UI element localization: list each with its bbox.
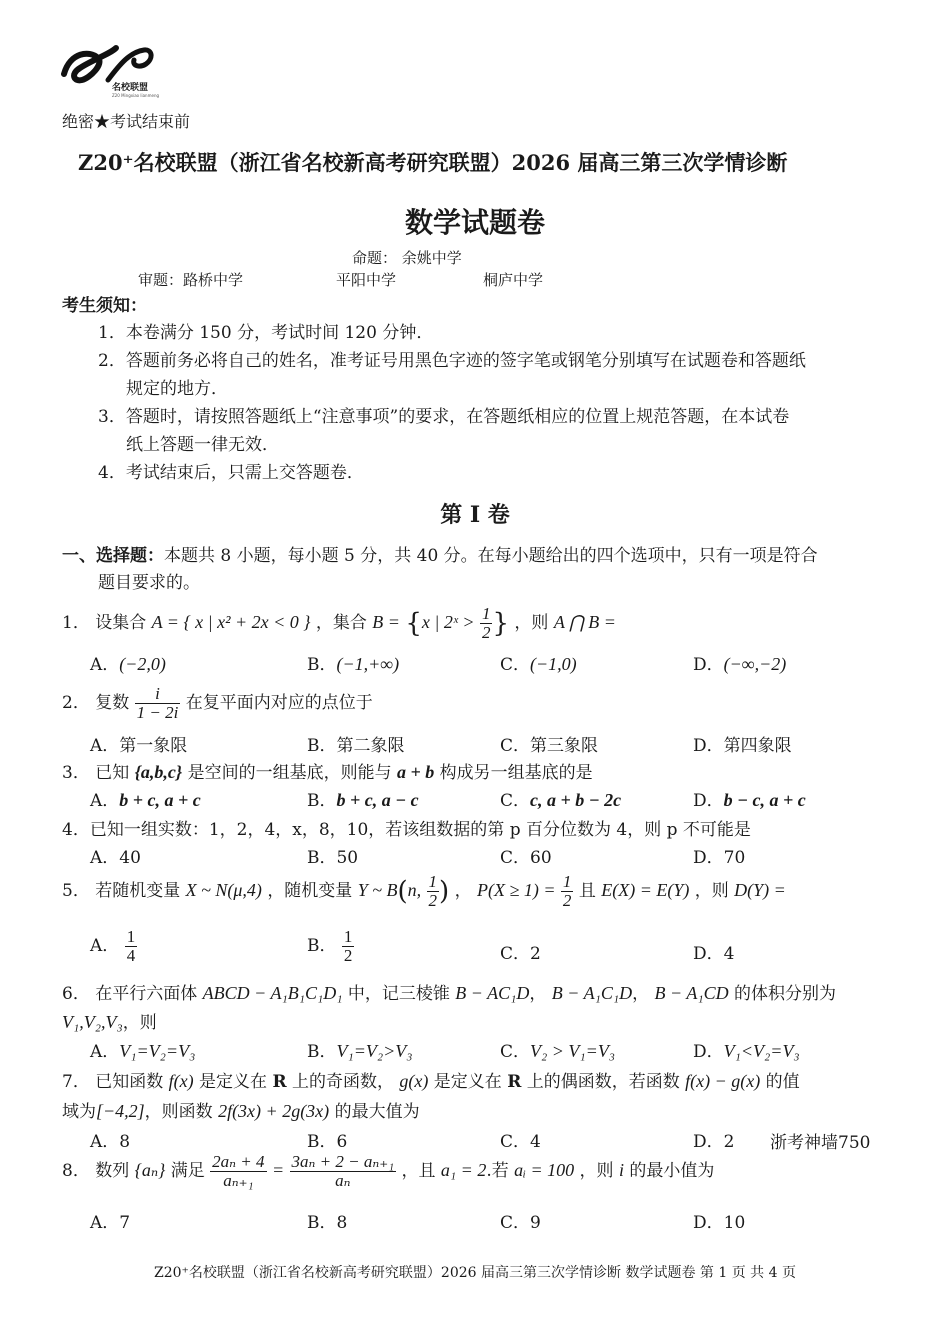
q1-opt-a-label: A． [90, 655, 120, 675]
q3-opt-a-value: b + c, a + c [119, 790, 201, 810]
q7-reals-1: R [272, 1072, 287, 1092]
q3-a-plus-b: a + b [396, 762, 435, 782]
q5-number: 5． [62, 880, 90, 901]
q7-text-5: 上的偶函数，若函数 [526, 1072, 680, 1092]
q5-text-1: 若随机变量 [95, 880, 181, 901]
q8-option-c[interactable]: C．9 [500, 1213, 541, 1233]
q8-text-5: ，则 [579, 1160, 614, 1181]
q1-option-b[interactable] [307, 650, 399, 675]
q6-opt-c-label: C． [500, 1042, 531, 1062]
q2-text-2: 在复平面内对应的点位于 [185, 692, 373, 713]
q1-opt-b-value: (−1,+∞) [336, 654, 400, 674]
q5-option-c[interactable]: C．2 [500, 944, 541, 964]
q7-line2-a: 域为 [62, 1102, 96, 1122]
q7-range: [−4,2] [96, 1101, 145, 1121]
reviewer-2: 平阳中学 [336, 271, 397, 289]
q8-ai: aᵢ = 100 [514, 1159, 575, 1180]
logo-subcaption: Z20 Mingxiao lianmeng [112, 93, 160, 98]
q5-text-2: ，随机变量 [267, 880, 353, 901]
q1-ask: A ⋂ B = [553, 611, 616, 632]
q5-text-3: ， [454, 880, 472, 901]
q6-opt-b-value: V₁=V₂>V₃ [336, 1041, 413, 1061]
reviewer-1: 审题：路桥中学 [138, 271, 244, 289]
q8-text-1: 数列 [95, 1160, 130, 1181]
q7-text-6: 的值 [765, 1072, 800, 1092]
q8-number: 8． [62, 1160, 90, 1181]
logo-caption: 名校联盟 [112, 83, 149, 93]
q8-i: i [618, 1159, 624, 1180]
question-6 [62, 979, 836, 1004]
q3-opt-b-value: b + c, a − c [336, 790, 419, 810]
notice-item-4: 4．考试结束后，只需上交答题卷． [98, 463, 364, 483]
q2-number: 2． [62, 692, 90, 713]
q6-opt-d-label: D． [693, 1042, 724, 1062]
question-7 [62, 1067, 800, 1092]
q3-option-b[interactable] [307, 786, 419, 811]
q5-opt-b-label: B． [307, 935, 337, 956]
q7-g: g(x) [399, 1071, 429, 1091]
q1-option-c[interactable] [500, 650, 577, 675]
q8-rhs-den: aₙ [335, 1170, 351, 1190]
q8-a1: a₁ = 2 [440, 1159, 487, 1180]
q1-opt-b-label: B． [307, 655, 337, 675]
question-2 [62, 685, 373, 722]
q1-fraction [480, 605, 493, 642]
q6-opt-a-value: V₁=V₂=V₃ [119, 1041, 196, 1061]
q8-text-2: 满足 [170, 1160, 205, 1181]
q3-opt-c-value: c, a + b − 2c [530, 790, 622, 810]
paper-title: 数学试题卷 [404, 206, 545, 239]
q1-option-a[interactable] [90, 650, 166, 675]
page-footer: Z20⁺名校联盟（浙江省名校新高考研究联盟）2026 届高三第三次学情诊断 数学试题卷 第 1 页 共 4 页 [154, 1265, 796, 1281]
q1-text-3: ，则 [514, 612, 549, 633]
q7-reals-2: R [507, 1072, 522, 1092]
q5-y-dist-n: n, [407, 879, 422, 900]
q6-opt-c-value: V₂ > V₁=V₃ [530, 1041, 616, 1061]
confidential-label: 绝密★考试结束前 [62, 112, 191, 131]
q1-fraction-num: 1 [481, 604, 491, 623]
q4-option-c[interactable]: C．60 [500, 848, 552, 868]
q5-opt-a-den: 4 [126, 945, 136, 965]
q5-prob-fraction-den: 2 [562, 890, 572, 910]
q6-tetra-2: B − A₁C₁D [551, 983, 633, 1003]
question-7-cont [62, 1097, 420, 1122]
q3-option-d[interactable] [693, 786, 806, 811]
q7-text-3: 上的奇函数， [291, 1072, 394, 1092]
q5-prob-fraction-num: 1 [562, 872, 572, 891]
q3-number: 3． [62, 763, 90, 783]
q5-expectation: E(X) = E(Y) [601, 879, 690, 900]
q3-text-3: 构成另一组基底的是 [439, 763, 593, 783]
q8-rhs-fraction [290, 1153, 397, 1190]
q1-opt-d-label: D． [693, 655, 724, 675]
q5-y-dist-prefix: Y ~ B [357, 879, 398, 900]
q3-opt-b-label: B． [307, 791, 337, 811]
q8-lhs-num: 2aₙ + 4 [212, 1152, 265, 1171]
q7-number: 7． [62, 1072, 90, 1092]
section-text-1: 本题共 8 小题，每小题 5 分，共 40 分。在每小题给出的四个选项中，只有一项是符合 [164, 546, 818, 566]
q5-opt-a-label: A． [90, 935, 120, 956]
notice-heading: 考生须知： [62, 296, 147, 316]
q7-line2-b: ，则函数 [144, 1102, 213, 1122]
proposer: 命题： 余姚中学 [352, 249, 462, 267]
q1-option-d[interactable] [693, 650, 786, 675]
q7-f: f(x) [168, 1071, 194, 1091]
q5-y-fraction [427, 873, 440, 910]
question-4 [62, 815, 751, 840]
q5-opt-b-den: 2 [343, 945, 353, 965]
q5-opt-a-fraction [125, 928, 138, 965]
q8-lhs-fraction [210, 1153, 266, 1190]
q6-opt-a-label: A． [90, 1042, 120, 1062]
q6-option-b[interactable] [307, 1037, 413, 1062]
q1-opt-d-value: (−∞,−2) [723, 654, 787, 674]
q5-probability: P(X ≥ 1) = [477, 879, 556, 900]
q6-option-d[interactable] [693, 1037, 800, 1062]
q8-rhs-num: 3aₙ + 2 − aₙ₊₁ [291, 1152, 395, 1171]
reviewer-3: 桐庐中学 [483, 271, 544, 289]
section-intro [62, 541, 818, 566]
q3-option-a[interactable] [90, 786, 201, 811]
q1-fraction-den: 2 [481, 622, 491, 642]
q1-number: 1． [62, 612, 90, 633]
q3-opt-d-value: b − c, a + c [723, 790, 806, 810]
question-6-cont [62, 1008, 157, 1033]
q3-option-c[interactable] [500, 786, 621, 811]
volume-title: 第 I 卷 [440, 502, 510, 528]
q8-option-a[interactable]: A．7 [90, 1213, 131, 1233]
q4-option-d[interactable]: D．70 [693, 848, 746, 868]
q3-opt-c-label: C． [500, 791, 531, 811]
q6-sep-1: ， [529, 984, 547, 1004]
q5-prob-fraction [561, 873, 574, 910]
q8-sequence: {aₙ} [134, 1159, 166, 1180]
question-1: 1． 设集合 A = { x | x² + 2x < 0 } ，集合 B = {x | 2ˣ > $\frac{1}{2}$ } ，则 A ⋂ B = [62, 604, 616, 642]
q5-ask: D(Y) = [734, 879, 786, 900]
q8-option-b[interactable]: B．8 [307, 1213, 348, 1233]
q8-lhs-den: aₙ₊₁ [223, 1170, 254, 1190]
q5-y-fraction-den: 2 [428, 890, 438, 910]
q6-volumes: V₁,V₂,V₃ [62, 1012, 123, 1032]
q7-option-c[interactable]: C．4 [500, 1132, 541, 1152]
q7-text-4: 是定义在 [433, 1072, 502, 1092]
q1-set-b-body: x | 2ˣ > [421, 611, 475, 632]
notice-item-1: 1．本卷满分 150 分，考试时间 120 分钟． [98, 323, 434, 343]
q2-fraction-num: i [135, 685, 181, 704]
notice-item-2-cont: 规定的地方． [126, 379, 228, 399]
notice-item-2: 2．答题前务必将自己的姓名，准考证号用黑色字迹的签字笔或钢笔分别填写在试题卷和答题纸 [98, 351, 806, 371]
q3-text-1: 已知 [95, 763, 130, 783]
q3-opt-d-label: D． [693, 791, 724, 811]
q6-text-3: 的体积分别为 [734, 984, 837, 1004]
q5-opt-b-fraction [342, 928, 355, 965]
question-5: 5． 若随机变量 X ~ N(μ,4) ，随机变量 Y ~ B(n, $\frac{1}{2}$ ) ， P(X ≥ 1) = $\frac{1}{2}$ 且 E(X) = E(Y) ，则 D(Y) = [62, 872, 786, 910]
q6-text-2: 中，记三棱锥 [347, 984, 450, 1004]
q6-number: 6． [62, 984, 90, 1004]
q8-equals: = [271, 1159, 285, 1180]
q4-option-a[interactable]: A．40 [90, 848, 141, 868]
q6-sep-2: ， [632, 984, 650, 1004]
q4-number: 4． [62, 820, 90, 840]
q5-x-distribution: X ~ N(μ,4) [185, 879, 262, 900]
q7-line2-c: 的最大值为 [334, 1102, 420, 1122]
q7-f-minus-g: f(x) − g(x) [685, 1071, 761, 1091]
q6-opt-d-value: V₁<V₂=V₃ [723, 1041, 800, 1061]
watermark-text: 浙考神墙750 [770, 1133, 871, 1153]
notice-item-3-cont: 纸上答题一律无效． [126, 435, 279, 455]
section-label: 一、选择题： [62, 546, 164, 566]
q1-opt-c-label: C． [500, 655, 531, 675]
q7-option-b[interactable]: B．6 [307, 1132, 348, 1152]
q8-text-3: ，且 [401, 1160, 436, 1181]
q1-set-a: A = { x | x² + 2x < 0 } [151, 611, 311, 632]
q6-tetra-3: B − A₁CD [654, 983, 729, 1003]
q3-text-2: 是空间的一组基底，则能与 [187, 763, 392, 783]
q2-fraction [135, 685, 181, 722]
q2-option-c[interactable]: C．第三象限 [500, 736, 599, 756]
q8-option-d[interactable]: D．10 [693, 1213, 746, 1233]
q1-opt-c-value: (−1,0) [530, 654, 577, 674]
q1-text-2: ，集合 [315, 612, 367, 633]
q7-expression: 2f(3x) + 2g(3x) [218, 1101, 330, 1121]
q5-option-b[interactable] [307, 928, 354, 965]
q6-opt-b-label: B． [307, 1042, 337, 1062]
q7-text-1: 已知函数 [95, 1072, 164, 1092]
q8-text-6: 的最小值为 [629, 1160, 715, 1181]
q5-y-fraction-num: 1 [428, 872, 438, 891]
q4-option-b[interactable]: B．50 [307, 848, 359, 868]
q7-option-d[interactable]: D．2 [693, 1132, 735, 1152]
q1-set-b-prefix: B = [372, 611, 400, 632]
q8-text-4: .若 [486, 1160, 509, 1181]
q6-option-a[interactable] [90, 1037, 195, 1062]
question-3 [62, 758, 593, 783]
q3-basis: {a,b,c} [134, 762, 183, 782]
q6-option-c[interactable] [500, 1037, 615, 1062]
q2-option-d[interactable]: D．第四象限 [693, 736, 792, 756]
q6-text-1: 在平行六面体 [95, 984, 198, 1004]
q2-option-b[interactable]: B．第二象限 [307, 736, 405, 756]
q2-fraction-den: 1 − 2i [136, 702, 179, 722]
q2-option-a[interactable]: A．第一象限 [90, 736, 188, 756]
q7-option-a[interactable]: A．8 [90, 1132, 131, 1152]
q1-text-1: 设集合 [95, 612, 147, 633]
q1-opt-a-value: (−2,0) [119, 654, 166, 674]
q5-opt-a-num: 1 [126, 927, 136, 946]
q6-tetra-1: B − AC₁D [455, 983, 530, 1003]
q5-option-a[interactable] [90, 928, 137, 965]
q4-text: 已知一组实数：1，2，4，x，8，10，若该组数据的第 p 百分位数为 4，则 p 不可能是 [89, 820, 751, 840]
q5-text-4: 且 [578, 880, 596, 901]
q3-opt-a-label: A． [90, 791, 120, 811]
section-text-2: 题目要求的。 [98, 573, 200, 593]
question-8 [62, 1153, 714, 1190]
q7-text-2: 是定义在 [199, 1072, 268, 1092]
q6-solid: ABCD − A₁B₁C₁D₁ [202, 983, 343, 1003]
q5-text-5: ，则 [694, 880, 729, 901]
main-title: Z20⁺名校联盟（浙江省名校新高考研究联盟）2026 届高三第三次学情诊断 [78, 150, 788, 175]
notice-item-3: 3．答题时，请按照答题纸上“注意事项”的要求，在答题纸相应的位置上规范答题，在本试卷 [98, 407, 790, 427]
q5-opt-b-num: 1 [343, 927, 353, 946]
school-logo [60, 44, 170, 106]
q2-text-1: 复数 [95, 692, 130, 713]
q5-option-d[interactable]: D．4 [693, 944, 735, 964]
q6-text-4: ，则 [122, 1013, 157, 1033]
